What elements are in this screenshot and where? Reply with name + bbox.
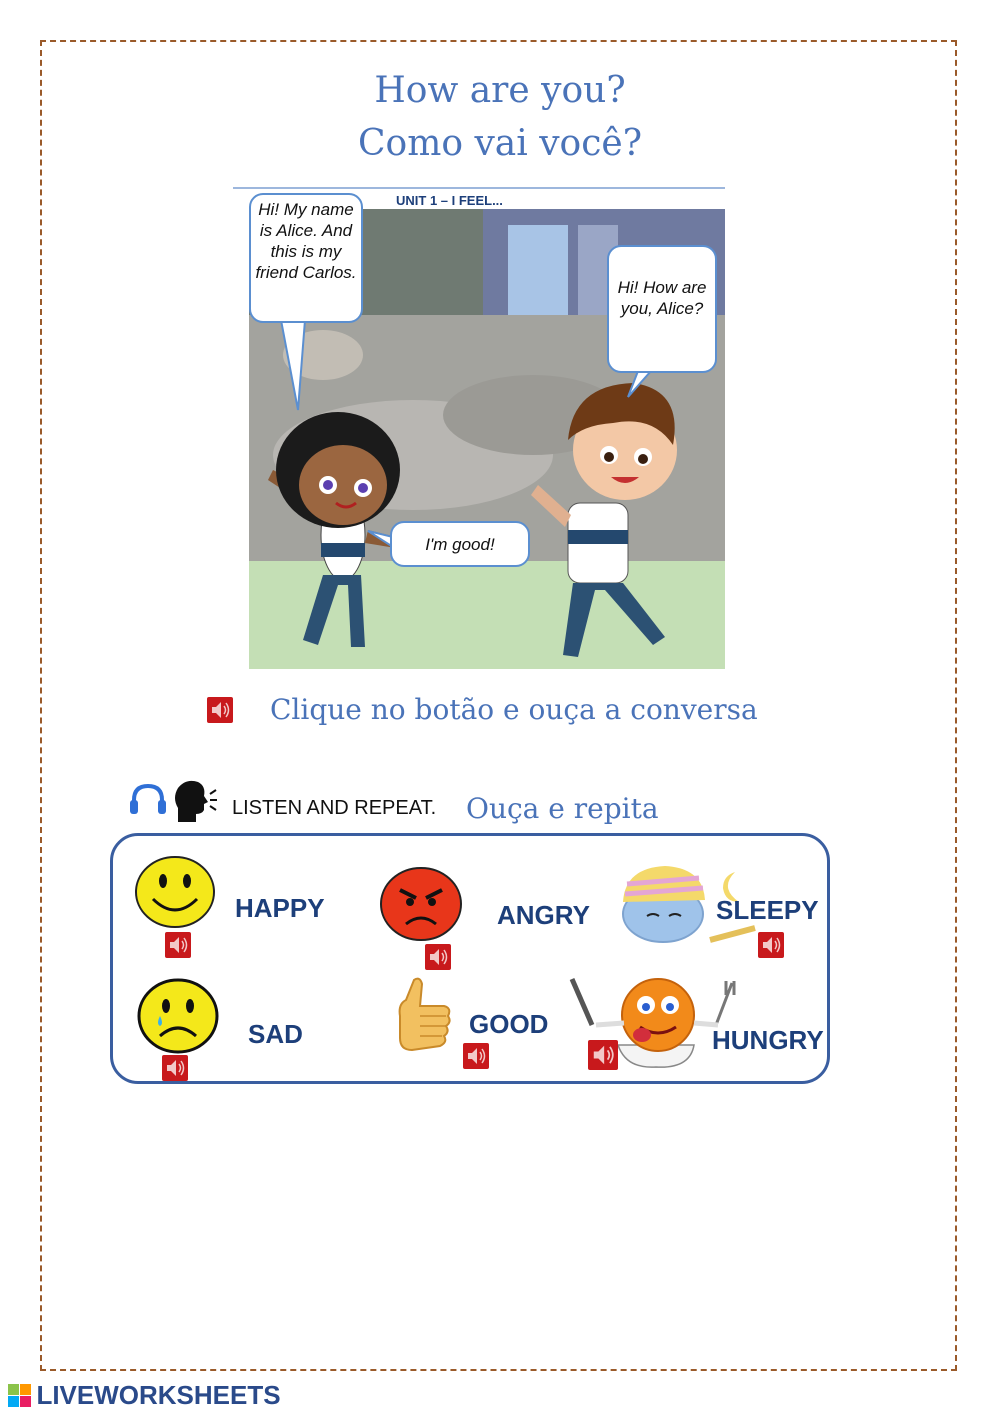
speaker-icon xyxy=(162,1055,188,1081)
speaker-icon xyxy=(207,697,233,723)
word-hungry: HUNGRY xyxy=(712,1025,824,1055)
happy-face-icon xyxy=(133,855,217,929)
speech-bubble-alice: Hi! My name is Alice. And this is my friend Carlos. xyxy=(249,193,363,323)
logo-text: LIVEWORKSHEETS xyxy=(36,1380,281,1410)
angry-audio-button[interactable] xyxy=(425,944,451,970)
liveworksheets-logo[interactable] xyxy=(8,1380,281,1411)
happy-audio-button[interactable] xyxy=(165,932,191,958)
speaker-icon xyxy=(463,1043,489,1069)
good-audio-button[interactable] xyxy=(463,1043,489,1069)
speaker-icon xyxy=(588,1040,618,1070)
page-title: How are you? xyxy=(374,70,626,111)
page-subtitle: Como vai você? xyxy=(357,123,642,164)
speaker-icon xyxy=(425,944,451,970)
speaking-head-icon xyxy=(170,778,218,828)
angry-face-icon xyxy=(378,866,464,942)
word-sleepy: SLEEPY xyxy=(716,895,819,925)
word-good: GOOD xyxy=(469,1009,549,1039)
sad-audio-button[interactable] xyxy=(162,1055,188,1081)
speech-bubble-good: I'm good! xyxy=(390,521,530,567)
listen-repeat-label: LISTEN AND REPEAT. xyxy=(232,797,437,819)
comic-scene xyxy=(233,185,725,669)
speaker-icon xyxy=(758,932,784,958)
word-happy: HAPPY xyxy=(235,893,325,923)
logo-blocks-icon xyxy=(8,1384,32,1408)
listen-repeat-translation: Ouça e repita xyxy=(466,792,659,825)
word-angry: ANGRY xyxy=(497,900,590,930)
audio-instruction: Clique no botão e ouça a conversa xyxy=(270,693,758,726)
sleepy-audio-button[interactable] xyxy=(758,932,784,958)
thumbs-up-icon xyxy=(390,976,454,1056)
word-sad: SAD xyxy=(248,1019,303,1049)
speech-bubble-carlos: Hi! How are you, Alice? xyxy=(607,245,717,373)
speaker-icon xyxy=(165,932,191,958)
sad-face-icon xyxy=(136,978,220,1054)
unit-label: UNIT 1 – I FEEL... xyxy=(396,193,503,208)
headphones-icon xyxy=(128,782,168,818)
hungry-audio-button[interactable] xyxy=(588,1040,618,1070)
conversation-audio-button[interactable] xyxy=(207,697,233,723)
